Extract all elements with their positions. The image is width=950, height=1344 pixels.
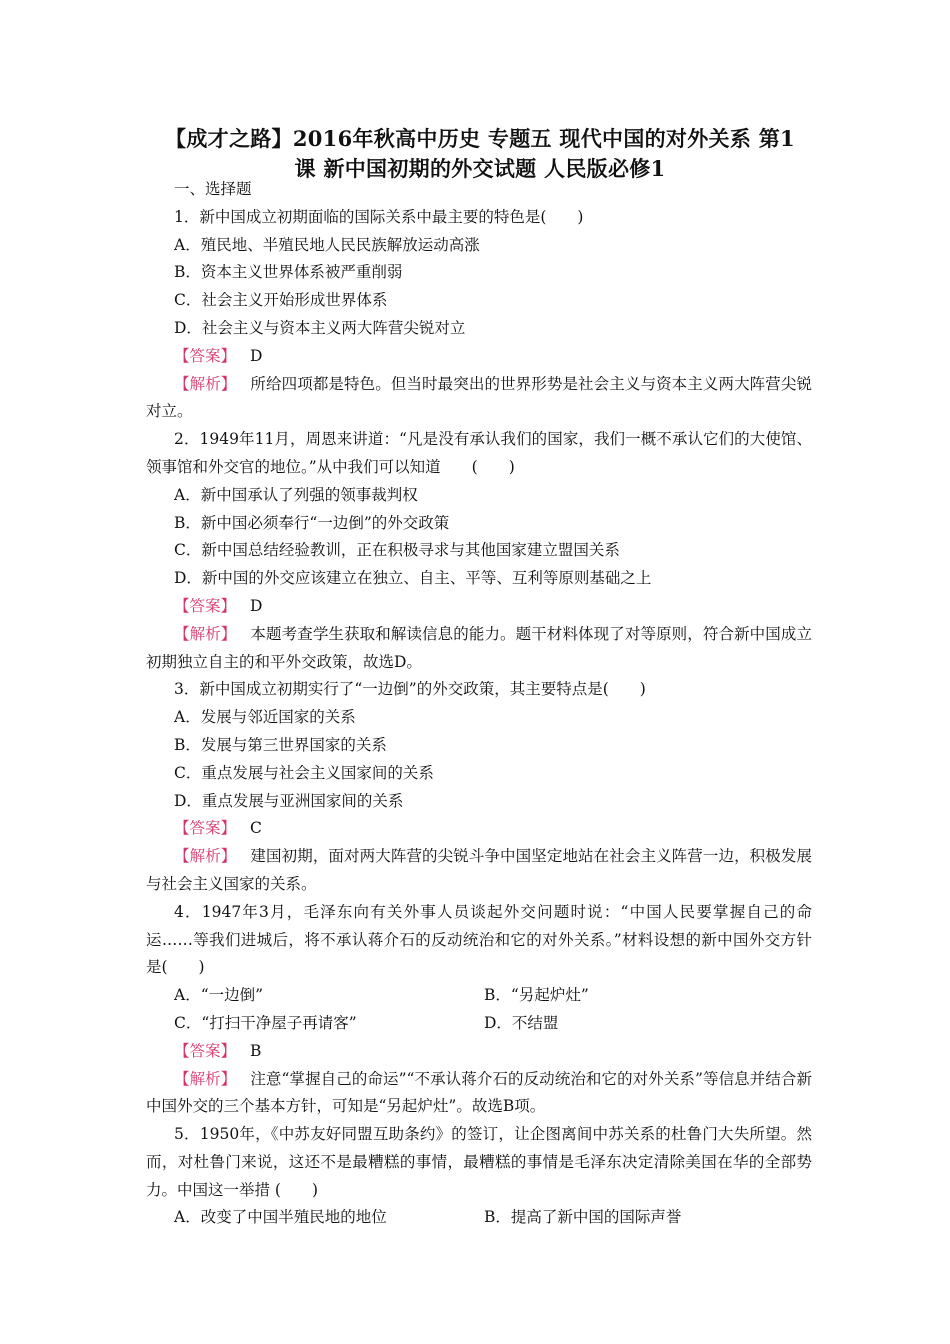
answer-line	[146, 343, 812, 371]
question-3	[146, 676, 812, 898]
analysis-label: 【解析】	[174, 1069, 237, 1088]
option: C．“打扫干净屋子再请客”	[174, 1013, 357, 1032]
analysis-line	[146, 621, 812, 677]
question-2	[146, 426, 812, 676]
question-1	[146, 204, 812, 426]
option: D．重点发展与亚洲国家间的关系	[174, 791, 404, 810]
answer-line	[146, 815, 812, 843]
answer-label: 【答案】	[174, 819, 237, 838]
title-line-2: 课 新中国初期的外交试题 人民版必修1	[294, 156, 666, 181]
analysis-line	[146, 1066, 812, 1122]
question-stem: 3．新中国成立初期实行了“一边倒”的外交政策，其主要特点是( )	[174, 680, 646, 699]
question-stem: 2．1949年11月，周恩来讲道：“凡是没有承认我们的国家，我们一概不承认它们的大使馆、领事馆和外交官的地位。”从中我们可以知道 ( )	[146, 430, 812, 476]
option: C．社会主义开始形成世界体系	[174, 291, 388, 310]
answer-line	[146, 593, 812, 621]
answer-value: C	[250, 819, 262, 838]
document-body	[146, 176, 812, 1232]
analysis-text: 注意“掌握自己的命运”“不承认蒋介石的反动统治和它的对外关系”等信息并结合新中国外交的三个基本方针，可知是“另起炉灶”。故选B项。	[146, 1069, 812, 1116]
option: A．新中国承认了列强的领事裁判权	[174, 485, 418, 504]
option: B．资本主义世界体系被严重削弱	[174, 263, 403, 282]
analysis-label: 【解析】	[174, 374, 237, 393]
option: C．新中国总结经验教训，正在积极寻求与其他国家建立盟国关系	[174, 541, 620, 560]
question-stem: 1．新中国成立初期面临的国际关系中最主要的特色是( )	[174, 207, 584, 226]
answer-value: B	[250, 1041, 262, 1060]
option-row	[146, 1010, 812, 1038]
option: B．提高了新中国的国际声誉	[484, 1208, 682, 1227]
analysis-label: 【解析】	[174, 847, 237, 866]
answer-label: 【答案】	[174, 1041, 237, 1060]
option: B．发展与第三世界国家的关系	[174, 735, 387, 754]
option-row	[146, 982, 812, 1010]
document-title	[140, 124, 820, 184]
option: A．“一边倒”	[174, 986, 264, 1005]
question-5	[146, 1121, 812, 1232]
question-stem: 5．1950年，《中苏友好同盟互助条约》的签订，让企图离间中苏关系的杜鲁门大失所望。然而，对杜鲁门来说，这还不是最糟糕的事情，最糟糕的事情是毛泽东决定清除美国在华的全部势力。中国这一举措 ( )	[146, 1125, 812, 1199]
answer-value: D	[250, 346, 263, 365]
option: A．改变了中国半殖民地的地位	[174, 1208, 387, 1227]
option: D．不结盟	[484, 1013, 559, 1032]
question-stem: 4．1947年3月，毛泽东向有关外事人员谈起外交问题时说：“中国人民要掌握自己的命运……等我们进城后，将不承认蒋介石的反动统治和它的对外关系。”材料设想的新中国外交方针是( )	[146, 902, 812, 977]
title-line-1: 【成才之路】2016年秋高中历史 专题五 现代中国的对外关系 第1	[165, 126, 795, 151]
analysis-text: 本题考查学生获取和解读信息的能力。题干材料体现了对等原则，符合新中国成立初期独立自主的和平外交政策，故选D。	[146, 624, 812, 671]
option: D．新中国的外交应该建立在独立、自主、平等、互利等原则基础之上	[174, 569, 652, 588]
option: C．重点发展与社会主义国家间的关系	[174, 763, 434, 782]
option: A．发展与邻近国家的关系	[174, 708, 356, 727]
option: D．社会主义与资本主义两大阵营尖锐对立	[174, 318, 466, 337]
analysis-text: 所给四项都是特色。但当时最突出的世界形势是社会主义与资本主义两大阵营尖锐对立。	[146, 374, 812, 421]
answer-line	[146, 1038, 812, 1066]
option: A．殖民地、半殖民地人民民族解放运动高涨	[174, 235, 480, 254]
analysis-line	[146, 843, 812, 899]
section-heading: 一、选择题	[174, 180, 252, 198]
question-4	[146, 899, 812, 1121]
analysis-line	[146, 371, 812, 427]
answer-label: 【答案】	[174, 346, 237, 365]
answer-label: 【答案】	[174, 596, 237, 615]
analysis-text: 建国初期，面对两大阵营的尖锐斗争中国坚定地站在社会主义阵营一边，积极发展与社会主义国家的关系。	[146, 847, 812, 893]
option-row	[146, 1204, 812, 1232]
option: B．“另起炉灶”	[484, 986, 589, 1005]
answer-value: D	[250, 596, 263, 615]
analysis-label: 【解析】	[174, 624, 237, 643]
option: B．新中国必须奉行“一边倒”的外交政策	[174, 513, 450, 532]
